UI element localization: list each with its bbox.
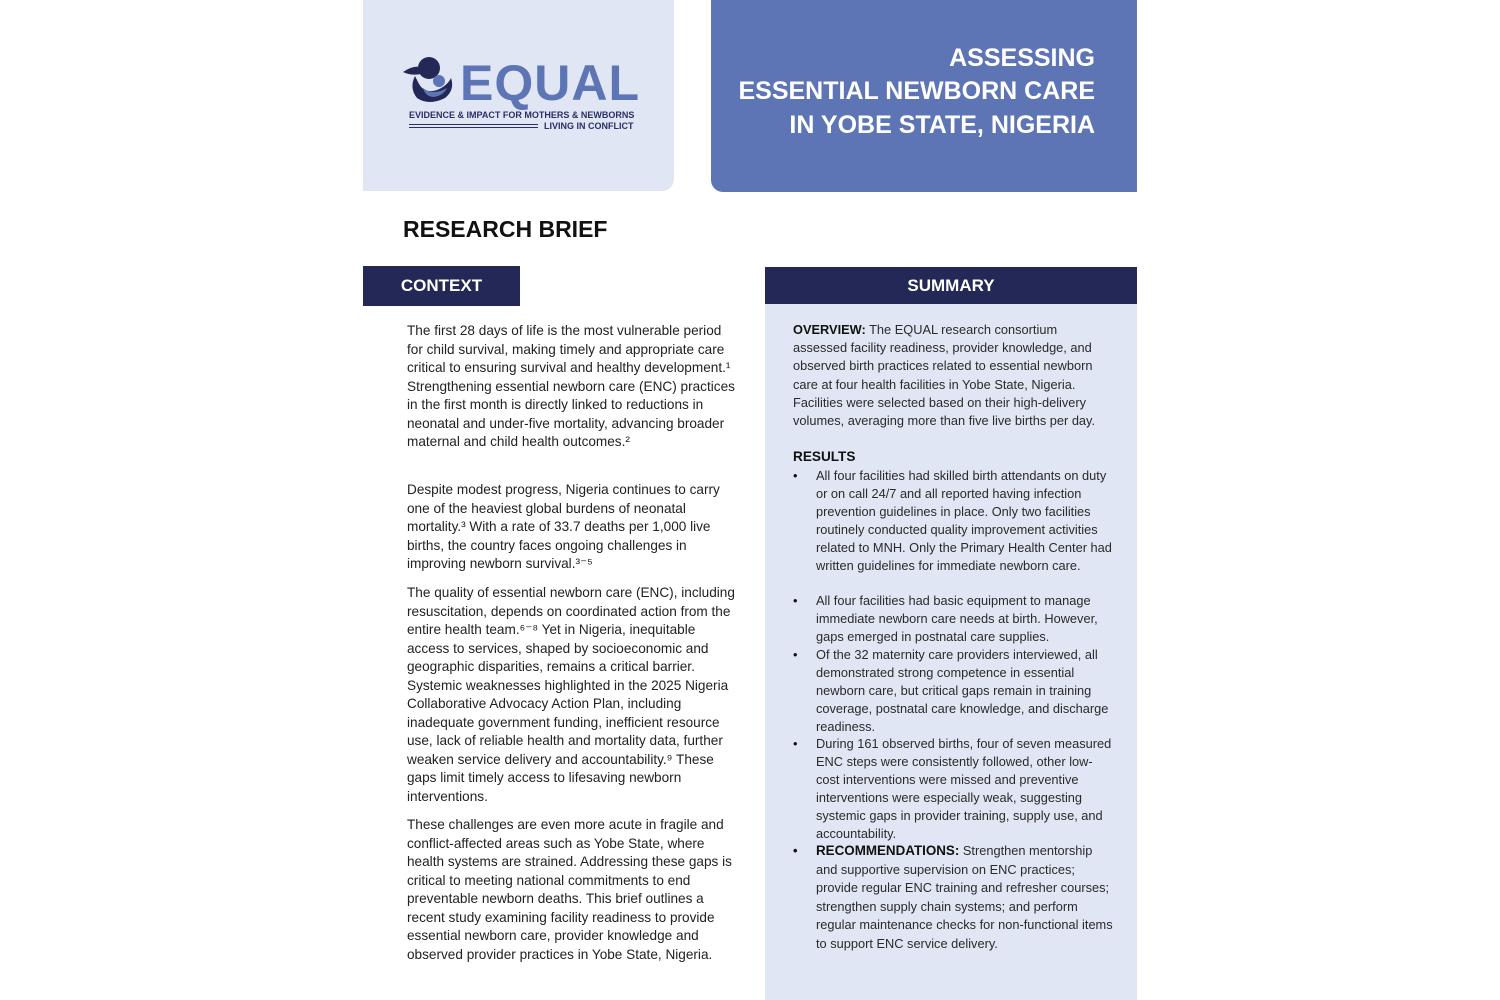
results-label: RESULTS	[793, 449, 856, 464]
logo-panel	[363, 0, 674, 191]
logo-rule-bottom	[409, 127, 538, 128]
context-heading: CONTEXT	[363, 266, 520, 306]
title-line-2: ESSENTIAL NEWBORN CARE	[738, 77, 1095, 105]
result-item: • Of the 32 maternity care providers interviewed, all demonstrated strong competence in essential newborn care, but critical gaps remain in training coverage, postnatal care knowledge, and discharge readiness.	[793, 647, 1109, 734]
logo-wordmark: EQUAL	[460, 55, 640, 111]
title-line-3: IN YOBE STATE, NIGERIA	[789, 111, 1095, 139]
context-paragraph-1: The first 28 days of life is the most vulnerable period for child survival, making timely and appropriate care critical to ensuring survival and healthy development.¹ Strengthening essential newborn care (ENC) practices in the first month is directly linked to reductions in neonatal and under-five mortality, advancing broader maternal and child health outcomes.²	[407, 323, 735, 449]
logo-tagline-2: LIVING IN CONFLICT	[544, 121, 634, 131]
bullet-dot: •	[793, 736, 798, 751]
bullet-dot: •	[793, 843, 798, 858]
bullet-dot: •	[793, 593, 798, 608]
logo-rule-top	[409, 124, 538, 125]
context-paragraph-4: These challenges are even more acute in fragile and conflict-affected areas such as Yobe State, where health systems are strained. Addressing these gaps is critical to meeting national commitments to end preventable newborn deaths. This brief outlines a recent study examining facility readiness to provide essential newborn care, provider knowledge and observed provider practices in Yobe State, Nigeria.	[407, 817, 732, 962]
summary-heading: SUMMARY	[765, 267, 1137, 304]
result-item: • All four facilities had basic equipment to manage immediate newborn care needs at birth. However, gaps emerged in postnatal care supplies.	[793, 593, 1098, 644]
research-brief-page	[363, 0, 1137, 1000]
overview-label: OVERVIEW:	[793, 322, 866, 337]
context-paragraph-2: Despite modest progress, Nigeria continues to carry one of the heaviest global burdens of neonatal mortality.³ With a rate of 33.7 deaths per 1,000 live births, the country faces ongoing challenges in improving newborn survival.³⁻⁵	[407, 482, 720, 571]
title-line-1: ASSESSING	[949, 44, 1095, 72]
recommendations-label: RECOMMENDATIONS:	[816, 843, 960, 858]
logo-tagline-1: EVIDENCE & IMPACT FOR MOTHERS & NEWBORNS	[409, 110, 635, 120]
summary-panel	[765, 267, 1137, 1000]
document-type-heading: RESEARCH BRIEF	[403, 216, 608, 242]
context-paragraph-3: The quality of essential newborn care (ENC), including resuscitation, depends on coordinated action from the entire health team.⁶⁻⁸ Yet in Nigeria, inequitable access to services, shaped by socioeconomic and geographic disparities, remains a critical barrier. Systemic weaknesses highlighted in the 2025 Nigeria Collaborative Advocacy Action Plan, including inadequate government funding, inefficient resource use, lack of reliable health and mortality data, further weaken service delivery and accountability.⁹ These gaps limit timely access to lifesaving newborn interventions.	[407, 585, 735, 804]
bullet-dot: •	[793, 468, 798, 483]
overview-paragraph: OVERVIEW: The EQUAL research consortium assessed facility readiness, provider knowledge, and observed birth practices related to essential newborn care at four health facilities in Yobe State, Nigeria. Facilities were selected based on their high-delivery volumes, averaging more than five live births per day.	[793, 322, 1096, 429]
recommendations-item: • RECOMMENDATIONS: Strengthen mentorship and supportive supervision on ENC practices; provide regular ENC training and refresher courses; strengthen supply chain systems; and perform regular maintenance checks for non-functional items to support ENC service delivery.	[793, 843, 1113, 951]
result-item: • During 161 observed births, four of seven measured ENC steps were consistently followed, other low-cost interventions were missed and preventive interventions were especially weak, suggesting systemic gaps in provider training, supply use, and accountability.	[793, 736, 1112, 841]
bullet-dot: •	[793, 647, 798, 662]
result-item: • All four facilities had skilled birth attendants on duty or on call 24/7 and all reported having infection prevention guidelines in place. Only two facilities routinely conducted quality improvement activities related to MNH. Only the Primary Health Center had written guidelines for immediate newborn care.	[793, 468, 1112, 573]
mother-newborn-logo-icon	[401, 54, 459, 106]
title-panel	[711, 0, 1137, 192]
